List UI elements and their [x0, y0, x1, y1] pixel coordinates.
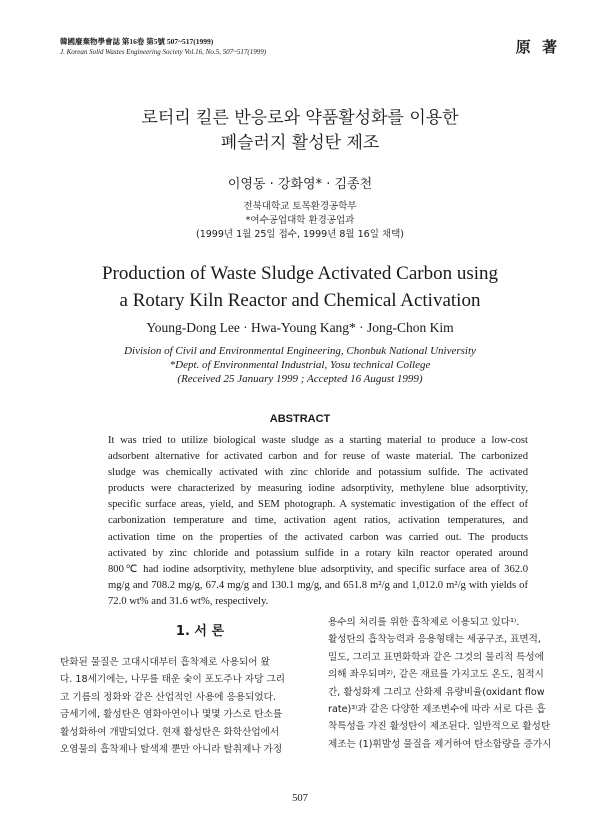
body-left-column: [60, 654, 306, 758]
body-text-line: rate)³⁾과 같은 다양한 제조변수에 따라 서로 다른 흡: [328, 704, 546, 716]
korean-affiliation-line: 전북대학교 토목환경공학부: [243, 201, 357, 212]
abstract-body: [108, 433, 528, 610]
abstract-line: 800℃ had iodine adsorptivity, methylene blue adsorptivity, and specific surface area of 362.0: [108, 563, 528, 575]
english-dates: (Received 25 January 1999 ; Accepted 16 August 1999): [177, 373, 423, 385]
abstract-line: 72.0 wt% and 31.6 wt%, respectively.: [108, 595, 269, 607]
body-text-line: 금세기에, 활성탄은 염화아연이나 몇몇 가스로 탄소를: [60, 709, 283, 721]
body-text-line: 활성탄의 흡착능력과 응용형태는 세공구조, 표면적,: [328, 634, 541, 646]
abstract-line: carbonization temperature and time, activation agent ratios, activation temperatures, and: [108, 515, 528, 527]
abstract-line: activated by zinc chloride and potassium sulfide in a rotary kiln reactor operated around: [108, 547, 528, 559]
korean-authors: 이영동 · 강화영* · 김종천: [227, 177, 373, 192]
abstract-line: activation time on the properties of the activated carbon was carried out. The products: [108, 531, 528, 543]
english-title-line: a Rotary Kiln Reactor and Chemical Activation: [119, 290, 481, 311]
english-affiliation-line: *Dept. of Environmental Industrial, Yosu technical College: [169, 359, 431, 371]
journal-name-english: J. Korean Solid Wastes Engineering Society Vol.16, No.5, 507~517(1999): [60, 48, 267, 56]
abstract-line: sludge was chemically activated with zinc chloride and potassium sulfide. The activated: [108, 467, 528, 479]
abstract-line: adsorbent alternative for activated carbon and for reuse of waste material. The carbonized: [108, 451, 528, 463]
body-text-line: 고 기름의 정화와 같은 산업적인 사용에 응용되었다.: [60, 691, 276, 703]
body-text-line: 탄화된 물질은 고대시대부터 흡착제로 사용되어 왔: [60, 657, 270, 668]
abstract-line: It was tried to utilize biological waste sludge as a starting material to produce a low-cost: [108, 435, 528, 446]
english-authors: Young-Dong Lee · Hwa-Young Kang* · Jong-Chon Kim: [146, 320, 454, 335]
english-title: [0, 260, 600, 314]
english-affiliations: [0, 344, 600, 386]
body-text-line: 제조는 (1)휘발성 물질을 제거하여 탄소함량을 증가시: [328, 738, 552, 750]
body-text-line: 밀도, 그리고 표면화학과 같은 그것의 물리적 특성에: [328, 651, 544, 663]
body-text-line: 간, 활성화제 그리고 산화제 유량비율(oxidant flow: [328, 686, 545, 698]
korean-dates: (1999년 1월 25일 접수, 1999년 8월 16일 채택): [196, 229, 404, 240]
korean-title: [0, 106, 600, 156]
korean-affiliations: [0, 200, 600, 242]
body-right-column: [328, 614, 576, 753]
section-heading-introduction: 1. 서 론: [175, 624, 225, 639]
korean-title-line: 로터리 킬른 반응로와 약품활성화를 이용한: [141, 108, 459, 128]
body-text-line: 착특성을 가진 활성탄이 제조된다. 일반적으로 활성탄: [328, 721, 551, 733]
body-text-line: 활성화하여 개발되었다. 현재 활성탄은 화학산업에서: [60, 726, 280, 738]
english-affiliation-line: Division of Civil and Environmental Engineering, Chonbuk National University: [124, 345, 476, 357]
body-text-line: 다. 18세기에는, 나무를 태운 숯이 포도주나 자당 그리: [60, 674, 286, 686]
body-text-line: 용수의 처리를 위한 흡착제로 이용되고 있다¹⁾.: [328, 617, 520, 628]
english-title-line: Production of Waste Sludge Activated Carbon using: [101, 263, 498, 284]
journal-header: [60, 37, 266, 57]
page-number: 507: [292, 793, 308, 804]
journal-name-korean: 韓國廢棄物學會誌 第16卷 第5號 507~517(1999): [60, 37, 214, 46]
abstract-line: products were characterized by measuring iodine adsorptivity, methylene blue adsorptivity,: [108, 483, 528, 495]
korean-title-line: 폐슬러지 활성탄 제조: [220, 133, 380, 153]
body-text-line: 오염물의 흡착제나 탈색제 뿐만 아니라 탈취제나 가정: [60, 744, 283, 756]
abstract-heading: ABSTRACT: [269, 413, 331, 425]
abstract-line: specific surface areas, yield, and SEM photograph. A systematic investigation of the effect of: [108, 499, 528, 511]
article-type-badge: 原 著: [515, 38, 560, 56]
body-text-line: 의해 좌우되며²⁾, 같은 재료를 가지고도 온도, 침적시: [328, 669, 544, 681]
abstract-line: mg/g and 708.2 mg/g, 67.4 mg/g and 130.1 mg/g, and 651.8 m²/g and 1,012.0 m²/g with yields of: [108, 579, 528, 591]
korean-affiliation-line: *여수공업대학 환경공업과: [245, 215, 355, 226]
